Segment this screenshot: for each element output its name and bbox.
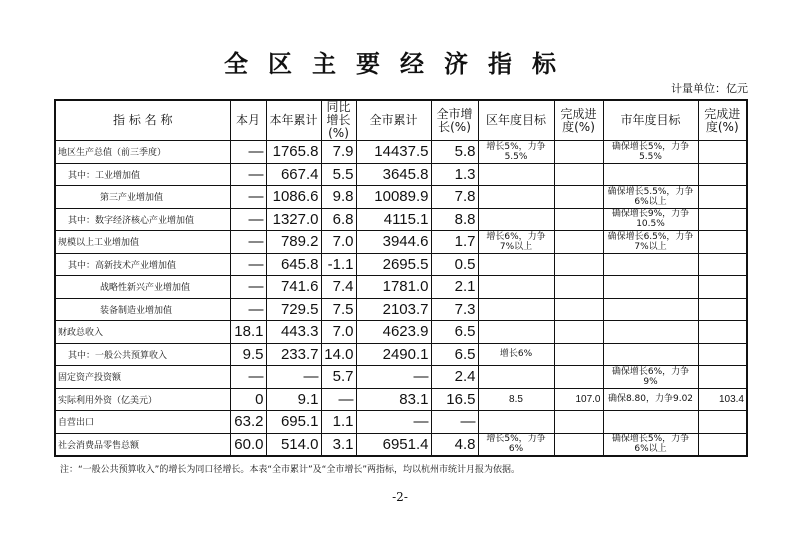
cell-district-progress <box>554 276 603 299</box>
cell-city-target: 确保增长5%，力争5.5% <box>603 141 698 164</box>
cell-yoy: 3.1 <box>321 433 356 456</box>
cell-district-target <box>478 163 554 186</box>
cell-city-progress <box>698 343 747 366</box>
column-header: 同比增长(%) <box>321 100 356 141</box>
cell-city-target <box>603 276 698 299</box>
table-row <box>55 411 747 434</box>
cell-ytd: 741.6 <box>266 276 321 299</box>
cell-name: 社会消费品零售总额 <box>55 433 230 456</box>
cell-city-target <box>603 253 698 276</box>
cell-ytd: 443.3 <box>266 321 321 344</box>
column-header: 全市增长(%) <box>431 100 478 141</box>
unit-label: 计量单位：亿元 <box>671 82 748 95</box>
cell-city-ytd: 2103.7 <box>356 298 431 321</box>
cell-yoy: 7.0 <box>321 231 356 254</box>
cell-district-target <box>478 253 554 276</box>
cell-name: 其中：高新技术产业增加值 <box>55 253 230 276</box>
cell-city-target <box>603 411 698 434</box>
cell-district-progress <box>554 366 603 389</box>
cell-city-target: 确保增长9%，力争10.5% <box>603 208 698 231</box>
cell-yoy: — <box>321 388 356 411</box>
cell-district-progress <box>554 163 603 186</box>
table-row <box>55 321 747 344</box>
cell-city-growth: 1.3 <box>431 163 478 186</box>
cell-city-progress <box>698 366 747 389</box>
cell-ytd: 9.1 <box>266 388 321 411</box>
cell-city-progress: 103.4 <box>698 388 747 411</box>
cell-month: — <box>230 231 266 254</box>
table-row <box>55 276 747 299</box>
cell-city-growth: 2.4 <box>431 366 478 389</box>
cell-name: 第三产业增加值 <box>55 186 230 209</box>
cell-month: — <box>230 186 266 209</box>
column-header: 完成进度(%) <box>698 100 747 141</box>
cell-ytd: 514.0 <box>266 433 321 456</box>
cell-city-growth: — <box>431 411 478 434</box>
cell-yoy: 5.5 <box>321 163 356 186</box>
cell-month: — <box>230 208 266 231</box>
cell-name: 其中：工业增加值 <box>55 163 230 186</box>
cell-city-target <box>603 298 698 321</box>
cell-name: 战略性新兴产业增加值 <box>55 276 230 299</box>
cell-city-ytd: 10089.9 <box>356 186 431 209</box>
cell-district-progress <box>554 231 603 254</box>
cell-yoy: 1.1 <box>321 411 356 434</box>
cell-city-ytd: 4115.1 <box>356 208 431 231</box>
page-number: -2- <box>392 490 408 504</box>
column-header: 区年度目标 <box>478 100 554 141</box>
cell-name: 其中：一般公共预算收入 <box>55 343 230 366</box>
cell-district-target: 8.5 <box>478 388 554 411</box>
cell-month: 18.1 <box>230 321 266 344</box>
cell-district-progress <box>554 433 603 456</box>
cell-city-ytd: — <box>356 411 431 434</box>
cell-city-ytd: 14437.5 <box>356 141 431 164</box>
column-header: 全市累计 <box>356 100 431 141</box>
column-header: 指 标 名 称 <box>55 100 230 141</box>
cell-city-growth: 4.8 <box>431 433 478 456</box>
cell-ytd: 233.7 <box>266 343 321 366</box>
footnote: 注：“一般公共预算收入”的增长为同口径增长。本表“全市累计”及“全市增长”两指标，均以杭州市统计月报为依据。 <box>60 465 520 475</box>
cell-city-progress <box>698 231 747 254</box>
table-row <box>55 141 747 164</box>
cell-city-growth: 1.7 <box>431 231 478 254</box>
column-header: 本月 <box>230 100 266 141</box>
cell-month: — <box>230 276 266 299</box>
cell-district-progress <box>554 253 603 276</box>
cell-ytd: — <box>266 366 321 389</box>
cell-month: 9.5 <box>230 343 266 366</box>
table-row <box>55 253 747 276</box>
cell-city-progress <box>698 208 747 231</box>
cell-city-target <box>603 343 698 366</box>
cell-city-ytd: 4623.9 <box>356 321 431 344</box>
cell-city-progress <box>698 186 747 209</box>
cell-district-progress <box>554 298 603 321</box>
cell-city-progress <box>698 411 747 434</box>
column-header: 完成进度(%) <box>554 100 603 141</box>
column-header: 市年度目标 <box>603 100 698 141</box>
cell-city-target: 确保增长5.5%，力争6%以上 <box>603 186 698 209</box>
cell-city-ytd: — <box>356 366 431 389</box>
cell-city-growth: 0.5 <box>431 253 478 276</box>
cell-month: — <box>230 141 266 164</box>
cell-district-target: 增长5%，力争5.5% <box>478 141 554 164</box>
cell-ytd: 695.1 <box>266 411 321 434</box>
cell-city-ytd: 3645.8 <box>356 163 431 186</box>
cell-name: 实际利用外资（亿美元） <box>55 388 230 411</box>
cell-yoy: 7.9 <box>321 141 356 164</box>
cell-city-progress <box>698 141 747 164</box>
cell-ytd: 667.4 <box>266 163 321 186</box>
cell-city-growth: 2.1 <box>431 276 478 299</box>
table-row <box>55 388 747 411</box>
cell-city-growth: 7.8 <box>431 186 478 209</box>
indicators-table <box>54 99 748 457</box>
cell-ytd: 1765.8 <box>266 141 321 164</box>
cell-district-progress <box>554 208 603 231</box>
cell-city-growth: 16.5 <box>431 388 478 411</box>
table-header <box>55 100 747 141</box>
cell-city-progress <box>698 298 747 321</box>
cell-city-growth: 8.8 <box>431 208 478 231</box>
cell-month: — <box>230 163 266 186</box>
cell-month: 0 <box>230 388 266 411</box>
cell-city-target: 确保增长6.5%，力争7%以上 <box>603 231 698 254</box>
cell-ytd: 789.2 <box>266 231 321 254</box>
cell-district-target <box>478 208 554 231</box>
cell-month: — <box>230 253 266 276</box>
cell-yoy: 14.0 <box>321 343 356 366</box>
cell-city-ytd: 3944.6 <box>356 231 431 254</box>
cell-city-ytd: 83.1 <box>356 388 431 411</box>
cell-name: 其中：数字经济核心产业增加值 <box>55 208 230 231</box>
cell-name: 固定资产投资额 <box>55 366 230 389</box>
cell-city-progress <box>698 163 747 186</box>
cell-city-growth: 5.8 <box>431 141 478 164</box>
cell-district-progress <box>554 411 603 434</box>
cell-city-ytd: 2695.5 <box>356 253 431 276</box>
cell-city-progress <box>698 276 747 299</box>
cell-district-target <box>478 411 554 434</box>
cell-month: 60.0 <box>230 433 266 456</box>
cell-ytd: 1327.0 <box>266 208 321 231</box>
cell-month: — <box>230 366 266 389</box>
cell-city-target: 确保8.80，力争9.02 <box>603 388 698 411</box>
cell-district-progress: 107.0 <box>554 388 603 411</box>
cell-district-target: 增长5%，力争6% <box>478 433 554 456</box>
table-row <box>55 343 747 366</box>
cell-city-ytd: 2490.1 <box>356 343 431 366</box>
table-row <box>55 186 747 209</box>
cell-yoy: 5.7 <box>321 366 356 389</box>
table-row <box>55 298 747 321</box>
table-row <box>55 231 747 254</box>
cell-name: 装备制造业增加值 <box>55 298 230 321</box>
cell-city-target: 确保增长5%，力争6%以上 <box>603 433 698 456</box>
cell-district-target: 增长6%，力争7%以上 <box>478 231 554 254</box>
cell-district-target <box>478 321 554 344</box>
cell-yoy: -1.1 <box>321 253 356 276</box>
cell-district-progress <box>554 141 603 164</box>
page-title: 全区主要经济指标 <box>224 49 576 78</box>
cell-ytd: 1086.6 <box>266 186 321 209</box>
cell-month: — <box>230 298 266 321</box>
table-row <box>55 163 747 186</box>
cell-name: 自营出口 <box>55 411 230 434</box>
cell-city-progress <box>698 433 747 456</box>
cell-city-ytd: 1781.0 <box>356 276 431 299</box>
cell-city-target: 确保增长6%，力争9% <box>603 366 698 389</box>
cell-ytd: 729.5 <box>266 298 321 321</box>
cell-city-growth: 6.5 <box>431 321 478 344</box>
cell-district-target <box>478 186 554 209</box>
cell-district-target <box>478 366 554 389</box>
cell-name: 规模以上工业增加值 <box>55 231 230 254</box>
cell-district-target <box>478 276 554 299</box>
cell-ytd: 645.8 <box>266 253 321 276</box>
cell-city-target <box>603 321 698 344</box>
cell-district-target <box>478 298 554 321</box>
table-row <box>55 433 747 456</box>
cell-city-growth: 7.3 <box>431 298 478 321</box>
cell-district-progress <box>554 343 603 366</box>
table-row <box>55 366 747 389</box>
cell-yoy: 9.8 <box>321 186 356 209</box>
cell-yoy: 6.8 <box>321 208 356 231</box>
cell-city-growth: 6.5 <box>431 343 478 366</box>
cell-name: 地区生产总值（前三季度） <box>55 141 230 164</box>
cell-district-progress <box>554 321 603 344</box>
cell-district-target: 增长6% <box>478 343 554 366</box>
column-header: 本年累计 <box>266 100 321 141</box>
cell-name: 财政总收入 <box>55 321 230 344</box>
cell-month: 63.2 <box>230 411 266 434</box>
cell-city-progress <box>698 253 747 276</box>
cell-city-target <box>603 163 698 186</box>
cell-city-ytd: 6951.4 <box>356 433 431 456</box>
cell-yoy: 7.4 <box>321 276 356 299</box>
cell-yoy: 7.0 <box>321 321 356 344</box>
table-row <box>55 208 747 231</box>
cell-yoy: 7.5 <box>321 298 356 321</box>
cell-district-progress <box>554 186 603 209</box>
cell-city-progress <box>698 321 747 344</box>
